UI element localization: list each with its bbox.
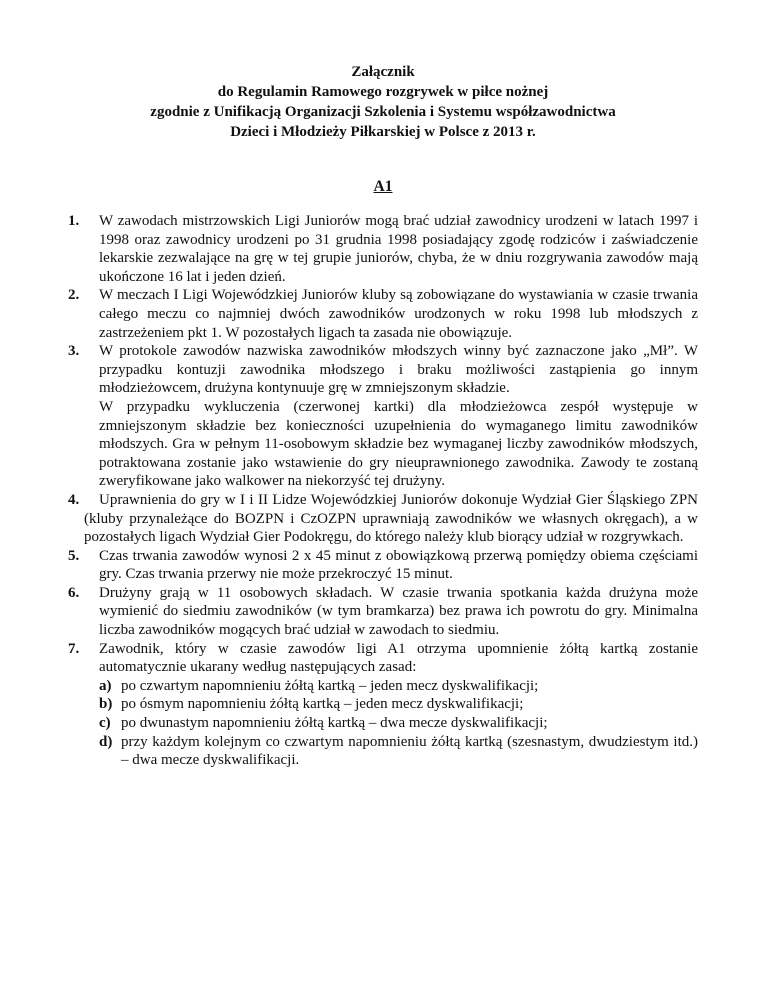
- penalty-letter: a): [99, 677, 112, 694]
- rule-number: 7.: [68, 640, 80, 657]
- rule-item: [68, 212, 698, 286]
- penalty-text: po czwartym napomnieniu żółtą kartką – jeden mecz dyskwalifikacji;: [121, 677, 539, 694]
- rule-item: [68, 286, 698, 342]
- title-line-3: zgodnie z Unifikacją Organizacji Szkolenia i Systemu współzawodnictwa: [150, 104, 616, 120]
- rule-text: W meczach I Ligi Wojewódzkiej Juniorów kluby są zobowiązane do wystawiania w czasie trwania całego meczu co najmniej dwóch zawodników urodzonych w roku 1998 lub młodszych z zastrzeżeniem pkt 1. W pozostałych ligach ta zasada nie obowiązuje.: [99, 287, 698, 341]
- penalty-letter: c): [99, 715, 111, 732]
- rule-text: W protokole zawodów nazwiska zawodników młodszych winny być zaznaczone jako „Mł”. W przypadku kontuzji zawodnika młodszego i braku możliwości zastąpienia go innym młodzieżowcem, drużyna kontynuuje grę w zmniejszonym składzie.: [99, 343, 698, 397]
- rule-text: Czas trwania zawodów wynosi 2 x 45 minut z obowiązkową przerwą pomiędzy obiema częściami gry. Czas trwania przerwy nie może przekroczyć 15 minut.: [99, 547, 698, 583]
- penalty-item: [99, 677, 698, 696]
- rule-number: 5.: [68, 547, 80, 564]
- penalty-letter: b): [99, 696, 113, 713]
- rule-item: [68, 342, 698, 491]
- rule-item: [68, 491, 698, 547]
- document-title: [68, 62, 698, 142]
- rule-number: 3.: [68, 343, 80, 360]
- rule-number: 2.: [68, 287, 80, 304]
- rule-item: [68, 547, 698, 584]
- rule-text: W zawodach mistrzowskich Ligi Juniorów mogą brać udział zawodnicy urodzeni w latach 1997 i 1998 oraz zawodnicy urodzeni po 31 grudnia 1998 posiadający zgodę rodziców i zaświadczenie lekarskie zezwalające na grę w tej grupie juniorów, chyba, że w dniu rozgrywania zawodów mają ukończone 16 lat i jeden dzień.: [99, 213, 698, 285]
- penalty-text: po ósmym napomnieniu żółtą kartką – jeden mecz dyskwalifikacji;: [121, 696, 524, 713]
- penalty-item: [99, 714, 698, 733]
- rule-text: Drużyny grają w 11 osobowych składach. W czasie trwania spotkania każda drużyna może wymienić do siedmiu zawodników (w tym bramkarza) bez prawa ich powrotu do gry. Minimalna liczba zawodników mogących brać udział w zawodach to siedmiu.: [99, 584, 698, 639]
- penalty-text: po dwunastym napomnieniu żółtą kartką – dwa mecze dyskwalifikacji;: [121, 715, 548, 732]
- section-heading: A1: [373, 178, 393, 195]
- penalty-list: [99, 677, 698, 770]
- penalty-item: [99, 733, 698, 770]
- rule-number: 6.: [68, 584, 80, 601]
- title-line-2: do Regulamin Ramowego rozgrywek w piłce nożnej: [217, 84, 549, 100]
- rules-list: [68, 212, 698, 770]
- title-line-4: Dzieci i Młodzieży Piłkarskiej w Polsce z 2013 r.: [230, 124, 536, 140]
- title-line-1: Załącznik: [351, 64, 415, 80]
- rule-item: [68, 640, 698, 770]
- penalty-item: [99, 695, 698, 714]
- rule-text: Uprawnienia do gry w I i II Lidze Wojewódzkiej Juniorów dokonuje Wydział Gier Śląskiego ZPN (kluby przynależące do BOZPN i CzOZPN uprawniają zawodników we własnych okręgach), a w pozostałych ligach Wydział Gier Podokręgu, do którego należy klub biorący udział w rozgrywkach.: [84, 491, 698, 546]
- penalty-letter: d): [99, 733, 113, 750]
- rule-number: 1.: [68, 213, 80, 229]
- penalty-text: przy każdym kolejnym co czwartym napomnieniu żółtą kartką (szesnastym, dwudziestym itd.) – dwa mecze dyskwalifikacji.: [121, 733, 698, 769]
- rule-number: 4.: [68, 491, 80, 508]
- rule-text: Zawodnik, który w czasie zawodów ligi A1 otrzyma upomnienie żółtą kartką zostanie automatycznie ukarany według następujących zasad:: [99, 640, 698, 676]
- rule-text-continued: W przypadku wykluczenia (czerwonej kartki) dla młodzieżowca zespół występuje w zmniejszonym składzie bez konieczności uzupełnienia do wymaganego limitu zawodników młodszych. Gra w pełnym 11-osobowym składzie bez wymaganej liczby zawodników młodszych, potraktowana zostanie jako wstawienie do gry nieuprawnionego zawodnika. Zawody te zostaną zweryfikowane jako walkower na niekorzyść tej drużyny.: [99, 398, 698, 490]
- rule-item: [68, 584, 698, 640]
